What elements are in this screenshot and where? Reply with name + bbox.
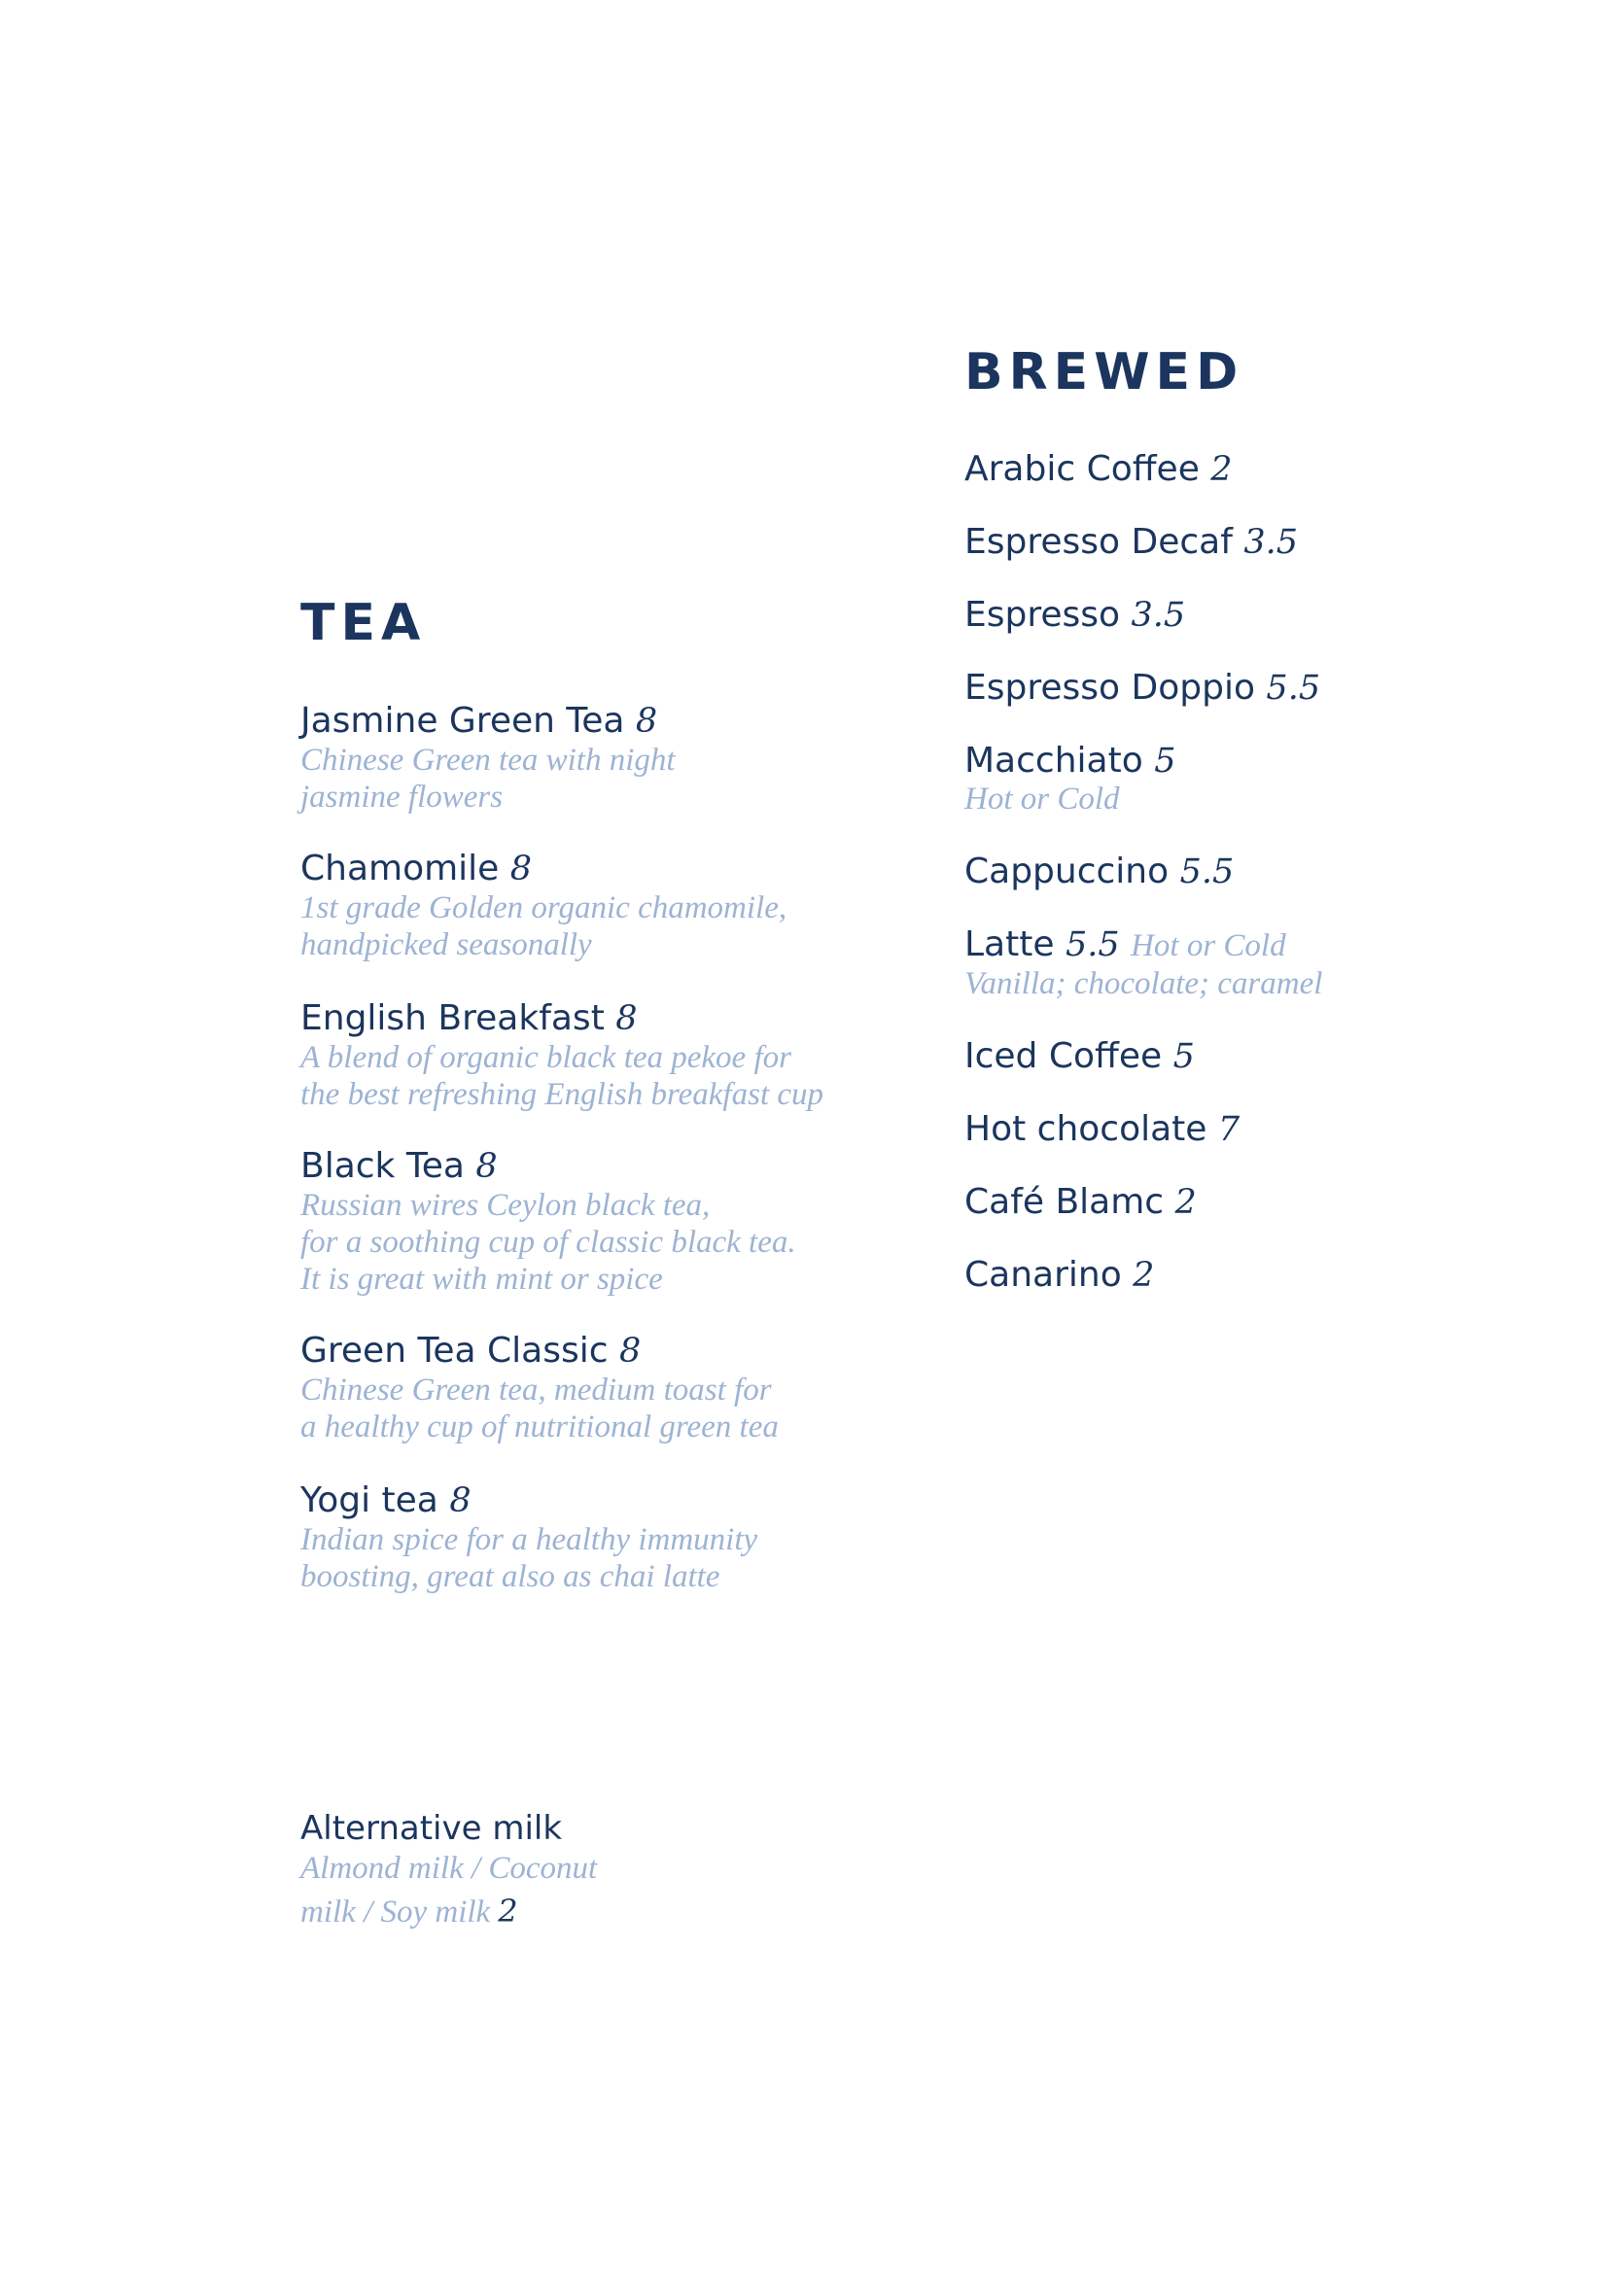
alternative-milk-section <box>300 1810 845 1933</box>
item-name: Hot chocolate <box>964 1109 1207 1149</box>
item-name: Café Blamc <box>964 1182 1165 1222</box>
item-name: Espresso <box>964 595 1121 635</box>
menu-item <box>964 597 1509 634</box>
menu-item <box>300 1148 845 1298</box>
menu-item <box>964 524 1509 561</box>
item-description: Chinese Green tea, medium toast for a healthy cup of nutritional green tea <box>300 1373 779 1444</box>
item-description: Vanilla; chocolate; caramel <box>964 966 1323 1001</box>
menu-item <box>300 1482 845 1595</box>
menu-item <box>964 1038 1509 1075</box>
alternative-milk-options <box>300 1847 845 1933</box>
alternative-milk-price: 2 <box>498 1893 518 1930</box>
tea-section <box>300 594 845 1630</box>
item-note: Hot or Cold <box>1131 928 1286 963</box>
item-price: 7 <box>1217 1110 1241 1149</box>
item-name: Chamomile <box>300 849 500 888</box>
item-price: 5 <box>1172 1037 1195 1076</box>
item-description: Chinese Green tea with night jasmine flowers <box>300 743 676 815</box>
item-name: Latte <box>964 924 1055 964</box>
item-name: Iced Coffee <box>964 1036 1163 1076</box>
item-name: Canarino <box>964 1255 1122 1295</box>
item-name: Cappuccino <box>964 852 1170 891</box>
item-price: 8 <box>475 1147 498 1186</box>
item-price: 5 <box>1154 742 1176 781</box>
alternative-milk-line-2: milk / Soy milk <box>300 1895 491 1930</box>
item-name: Arabic Coffee <box>964 449 1200 489</box>
item-name: English Breakfast <box>300 998 605 1038</box>
item-price: 3.5 <box>1131 596 1186 635</box>
item-name: Yogi tea <box>300 1480 438 1520</box>
item-price: 5.5 <box>1065 925 1120 964</box>
item-price: 2 <box>1133 1256 1155 1295</box>
menu-item <box>300 1333 845 1445</box>
alternative-milk-line-1: Almond milk / Coconut <box>300 1851 598 1886</box>
item-name: Black Tea <box>300 1146 465 1186</box>
menu-item <box>964 1184 1509 1221</box>
item-description: A blend of organic black tea pekoe for the best refreshing English breakfast cup <box>300 1040 824 1112</box>
item-description: Russian wires Ceylon black tea, for a soothing cup of classic black tea. It is great with mint or spice <box>300 1188 796 1297</box>
item-price: 8 <box>618 1332 642 1371</box>
item-name: Green Tea Classic <box>300 1331 609 1371</box>
item-price: 8 <box>615 999 638 1038</box>
item-description: Indian spice for a healthy immunity boosting, great also as chai latte <box>300 1522 758 1594</box>
item-name: Espresso Decaf <box>964 522 1233 562</box>
item-name: Espresso Doppio <box>964 668 1255 708</box>
menu-item <box>300 851 845 963</box>
item-price: 5.5 <box>1179 852 1235 891</box>
item-price: 8 <box>449 1481 472 1520</box>
item-name: Macchiato <box>964 741 1143 781</box>
item-price: 8 <box>635 702 658 741</box>
menu-item <box>964 926 1509 1002</box>
menu-item <box>964 1111 1509 1148</box>
item-name: Jasmine Green Tea <box>300 701 625 741</box>
menu-item <box>964 670 1509 707</box>
tea-title: TEA <box>300 594 427 652</box>
item-description: Hot or Cold <box>964 782 1120 817</box>
item-price: 3.5 <box>1243 523 1299 562</box>
menu-item <box>300 703 845 816</box>
item-price: 2 <box>1210 450 1233 489</box>
menu-item <box>300 1000 845 1113</box>
alternative-milk-title: Alternative milk <box>300 1809 563 1848</box>
item-description: 1st grade Golden organic chamomile, handpicked seasonally <box>300 890 787 962</box>
brewed-title: BREWED <box>964 343 1244 401</box>
brewed-section <box>964 343 1509 1330</box>
item-price: 5.5 <box>1266 669 1321 708</box>
item-price: 2 <box>1174 1183 1197 1222</box>
item-price: 8 <box>509 850 533 888</box>
menu-item <box>964 743 1509 818</box>
menu-item <box>964 451 1509 488</box>
menu-item <box>964 1257 1509 1294</box>
menu-item <box>964 853 1509 890</box>
